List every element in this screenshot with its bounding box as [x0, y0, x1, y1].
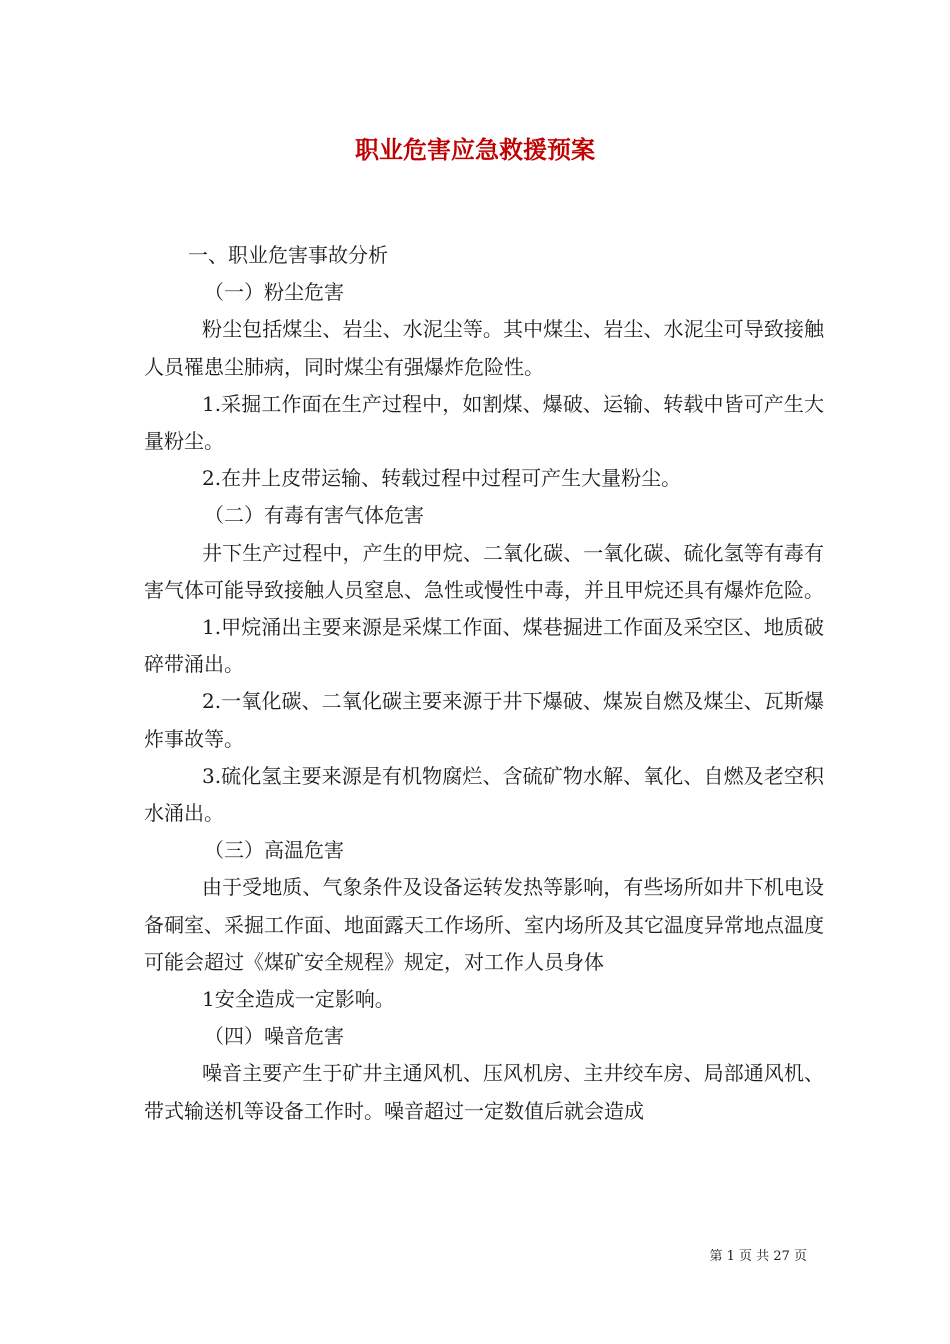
subsection-heading: （二）有毒有害气体危害 [204, 503, 424, 528]
document-title: 职业危害应急救援预案 [355, 135, 595, 164]
subsection-heading: （三）高温危害 [204, 838, 344, 863]
body-paragraph: 1安全造成一定影响。 [202, 987, 395, 1012]
body-paragraph: 1.采掘工作面在生产过程中，如割煤、爆破、运输、转载中皆可产生大量粉尘。 [144, 391, 824, 454]
body-paragraph: 由于受地质、气象条件及设备运转发热等影响，有些场所如井下机电设备硐室、采掘工作面、地面露天工作场所、室内场所及其它温度异常地点温度可能会超过《煤矿安全规程》规定，对工作人员身体 [144, 875, 824, 974]
body-paragraph: 2.在井上皮带运输、转载过程中过程可产生大量粉尘。 [202, 466, 682, 491]
section-heading: 一、职业危害事故分析 [188, 243, 388, 267]
body-paragraph: 噪音主要产生于矿井主通风机、压风机房、主井绞车房、局部通风机、带式输送机等设备工作时。噪音超过一定数值后就会造成 [144, 1061, 824, 1123]
subsection-heading: （一）粉尘危害 [204, 280, 344, 305]
body-paragraph: 2.一氧化碳、二氧化碳主要来源于井下爆破、煤炭自燃及煤尘、瓦斯爆炸事故等。 [144, 689, 824, 751]
page-number-footer: 第 1 页 共 27 页 [709, 1249, 807, 1264]
subsection-heading: （四）噪音危害 [204, 1024, 344, 1049]
body-paragraph: 粉尘包括煤尘、岩尘、水泥尘等。其中煤尘、岩尘、水泥尘可导致接触人员罹患尘肺病，同时煤尘有强爆炸危险性。 [144, 317, 824, 379]
body-paragraph: 3.硫化氢主要来源是有机物腐烂、含硫矿物水解、氧化、自燃及老空积水涌出。 [144, 763, 824, 826]
document-body [144, 237, 824, 1130]
body-paragraph: 井下生产过程中，产生的甲烷、二氧化碳、一氧化碳、硫化氢等有毒有害气体可能导致接触人员窒息、急性或慢性中毒，并且甲烷还具有爆炸危险。 [144, 540, 824, 602]
body-paragraph: 1.甲烷涌出主要来源是采煤工作面、煤巷掘进工作面及采空区、地质破碎带涌出。 [144, 615, 824, 677]
